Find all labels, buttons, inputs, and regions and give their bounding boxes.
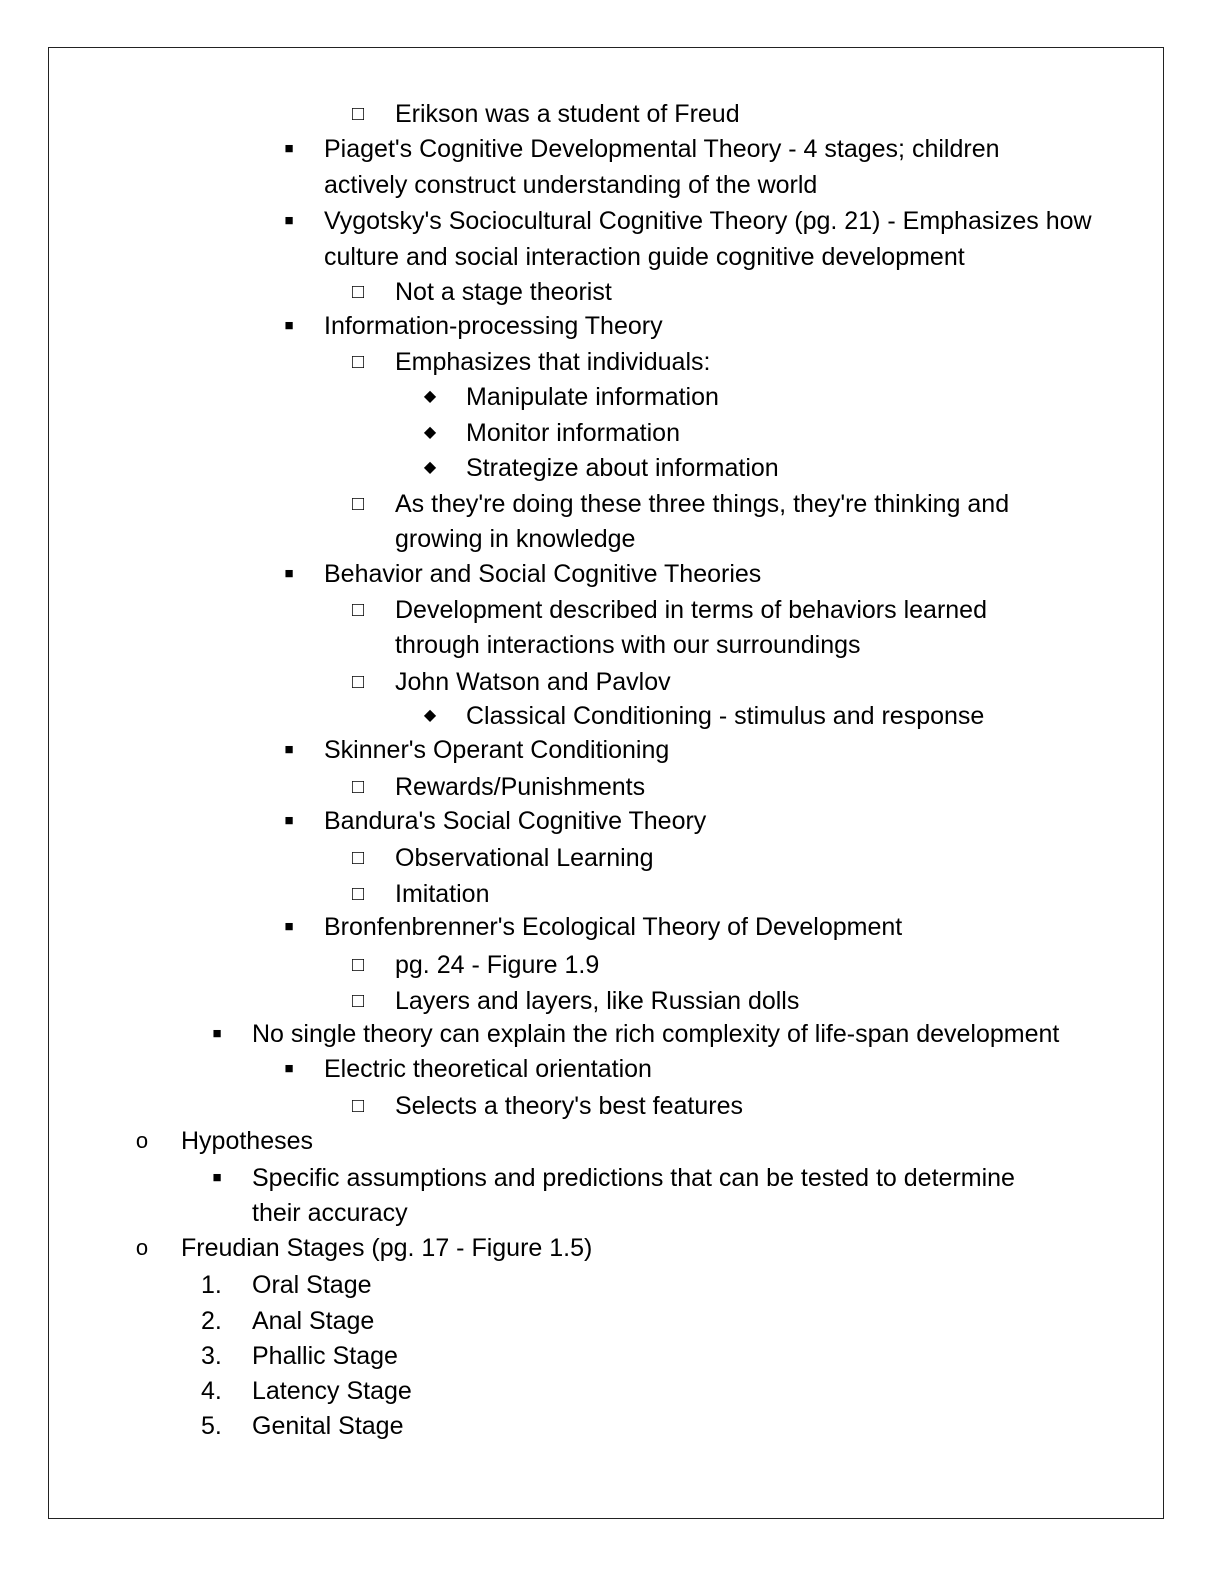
list-item: [0, 840, 1224, 876]
list-item: [0, 664, 1224, 700]
list-item-text: Anal Stage: [252, 1307, 375, 1335]
list-item: [0, 379, 1224, 415]
list-item: [0, 1230, 1224, 1266]
square-bullet-icon: ■: [284, 140, 294, 157]
list-item-text: No single theory can explain the rich complexity of life-span development: [252, 1020, 1060, 1048]
item-number: 1.: [201, 1271, 222, 1299]
square-bullet-icon: ■: [212, 1169, 222, 1186]
list-item: [0, 698, 1224, 734]
list-item: [0, 415, 1224, 451]
list-item-text: through interactions with our surroundings: [395, 631, 861, 659]
list-item: [0, 876, 1224, 912]
hollow-square-bullet-icon: □: [351, 990, 365, 1012]
list-item-text: Behavior and Social Cognitive Theories: [324, 560, 762, 588]
square-bullet-icon: ■: [284, 1060, 294, 1077]
list-item-text: Development described in terms of behaviors learned: [395, 596, 987, 624]
list-item-text: Strategize about information: [466, 454, 779, 482]
square-bullet-icon: ■: [284, 918, 294, 935]
list-item: [0, 308, 1224, 344]
list-item-text: As they're doing these three things, they're thinking and: [395, 490, 1010, 518]
hollow-square-bullet-icon: □: [351, 493, 365, 515]
diamond-bullet-icon: ◆: [423, 388, 437, 405]
square-bullet-icon: ■: [284, 212, 294, 229]
list-item-text: Imitation: [395, 880, 490, 908]
list-item: [0, 803, 1224, 839]
list-item: [0, 1160, 1224, 1196]
square-bullet-icon: ■: [284, 565, 294, 582]
list-item-text: Not a stage theorist: [395, 278, 612, 306]
numbered-item: [0, 1338, 1224, 1374]
list-item: [0, 450, 1224, 486]
list-item-text: Specific assumptions and predictions that can be tested to determine: [252, 1164, 1015, 1192]
numbered-item: [0, 1408, 1224, 1444]
list-item-text: Phallic Stage: [252, 1342, 398, 1370]
hollow-square-bullet-icon: □: [351, 351, 365, 373]
list-item-continuation: [0, 627, 1224, 663]
diamond-bullet-icon: ◆: [423, 459, 437, 476]
list-item-text: Genital Stage: [252, 1412, 404, 1440]
square-bullet-icon: ■: [284, 812, 294, 829]
hollow-square-bullet-icon: □: [351, 1095, 365, 1117]
list-item: [0, 732, 1224, 768]
list-item: [0, 1088, 1224, 1124]
list-item-text: Monitor information: [466, 419, 680, 447]
list-item: [0, 96, 1224, 132]
item-number: 2.: [201, 1307, 222, 1335]
list-item: [0, 983, 1224, 1019]
list-item-continuation: [0, 521, 1224, 557]
list-item: [0, 274, 1224, 310]
list-item-text: Erikson was a student of Freud: [395, 100, 740, 128]
hollow-square-bullet-icon: □: [351, 599, 365, 621]
list-item-text: Information-processing Theory: [324, 312, 663, 340]
item-number: 3.: [201, 1342, 222, 1370]
list-item-text: Selects a theory's best features: [395, 1092, 744, 1120]
list-item: [0, 486, 1224, 522]
list-item-text: growing in knowledge: [395, 525, 636, 553]
list-item-text: Hypotheses: [181, 1127, 314, 1155]
square-bullet-icon: ■: [284, 317, 294, 334]
item-number: 5.: [201, 1412, 222, 1440]
list-item-text: Freudian Stages (pg. 17 - Figure 1.5): [181, 1234, 593, 1262]
square-bullet-icon: ■: [212, 1025, 222, 1042]
list-item: [0, 344, 1224, 380]
item-number: 4.: [201, 1377, 222, 1405]
list-item-text: Oral Stage: [252, 1271, 372, 1299]
hollow-square-bullet-icon: □: [351, 103, 365, 125]
hollow-square-bullet-icon: □: [351, 281, 365, 303]
hollow-square-bullet-icon: □: [351, 954, 365, 976]
list-item: [0, 947, 1224, 983]
list-item-text: Observational Learning: [395, 844, 654, 872]
list-item-text: Electric theoretical orientation: [324, 1055, 652, 1083]
list-item: [0, 592, 1224, 628]
list-item-continuation: [0, 167, 1224, 203]
circle-bullet-icon: o: [135, 1128, 149, 1153]
list-item: [0, 1016, 1224, 1052]
list-item: [0, 203, 1224, 239]
circle-bullet-icon: o: [135, 1235, 149, 1260]
list-item: [0, 1051, 1224, 1087]
list-item-text: John Watson and Pavlov: [395, 668, 671, 696]
numbered-item: [0, 1303, 1224, 1339]
hollow-square-bullet-icon: □: [351, 776, 365, 798]
list-item-text: pg. 24 - Figure 1.9: [395, 951, 600, 979]
list-item-text: Layers and layers, like Russian dolls: [395, 987, 800, 1015]
list-item-text: Skinner's Operant Conditioning: [324, 736, 670, 764]
numbered-item: [0, 1267, 1224, 1303]
square-bullet-icon: ■: [284, 741, 294, 758]
list-item: [0, 909, 1224, 945]
hollow-square-bullet-icon: □: [351, 671, 365, 693]
list-item-text: culture and social interaction guide cognitive development: [324, 243, 965, 271]
numbered-item: [0, 1373, 1224, 1409]
list-item-text: Classical Conditioning - stimulus and response: [466, 702, 985, 730]
list-item-text: their accuracy: [252, 1199, 408, 1227]
list-item-text: actively construct understanding of the world: [324, 171, 818, 199]
list-item: [0, 769, 1224, 805]
list-item-continuation: [0, 239, 1224, 275]
list-item-text: Rewards/Punishments: [395, 773, 646, 801]
list-item-text: Latency Stage: [252, 1377, 412, 1405]
list-item: [0, 131, 1224, 167]
list-item-text: Bronfenbrenner's Ecological Theory of Development: [324, 913, 903, 941]
list-item: [0, 556, 1224, 592]
hollow-square-bullet-icon: □: [351, 883, 365, 905]
list-item-text: Emphasizes that individuals:: [395, 348, 711, 376]
list-item-text: Manipulate information: [466, 383, 719, 411]
list-item-continuation: [0, 1195, 1224, 1231]
hollow-square-bullet-icon: □: [351, 847, 365, 869]
list-item-text: Piaget's Cognitive Developmental Theory - 4 stages; children: [324, 135, 1000, 163]
list-item-text: Bandura's Social Cognitive Theory: [324, 807, 707, 835]
diamond-bullet-icon: ◆: [423, 707, 437, 724]
list-item-text: Vygotsky's Sociocultural Cognitive Theory (pg. 21) - Emphasizes how: [324, 207, 1092, 235]
list-item: [0, 1123, 1224, 1159]
diamond-bullet-icon: ◆: [423, 424, 437, 441]
